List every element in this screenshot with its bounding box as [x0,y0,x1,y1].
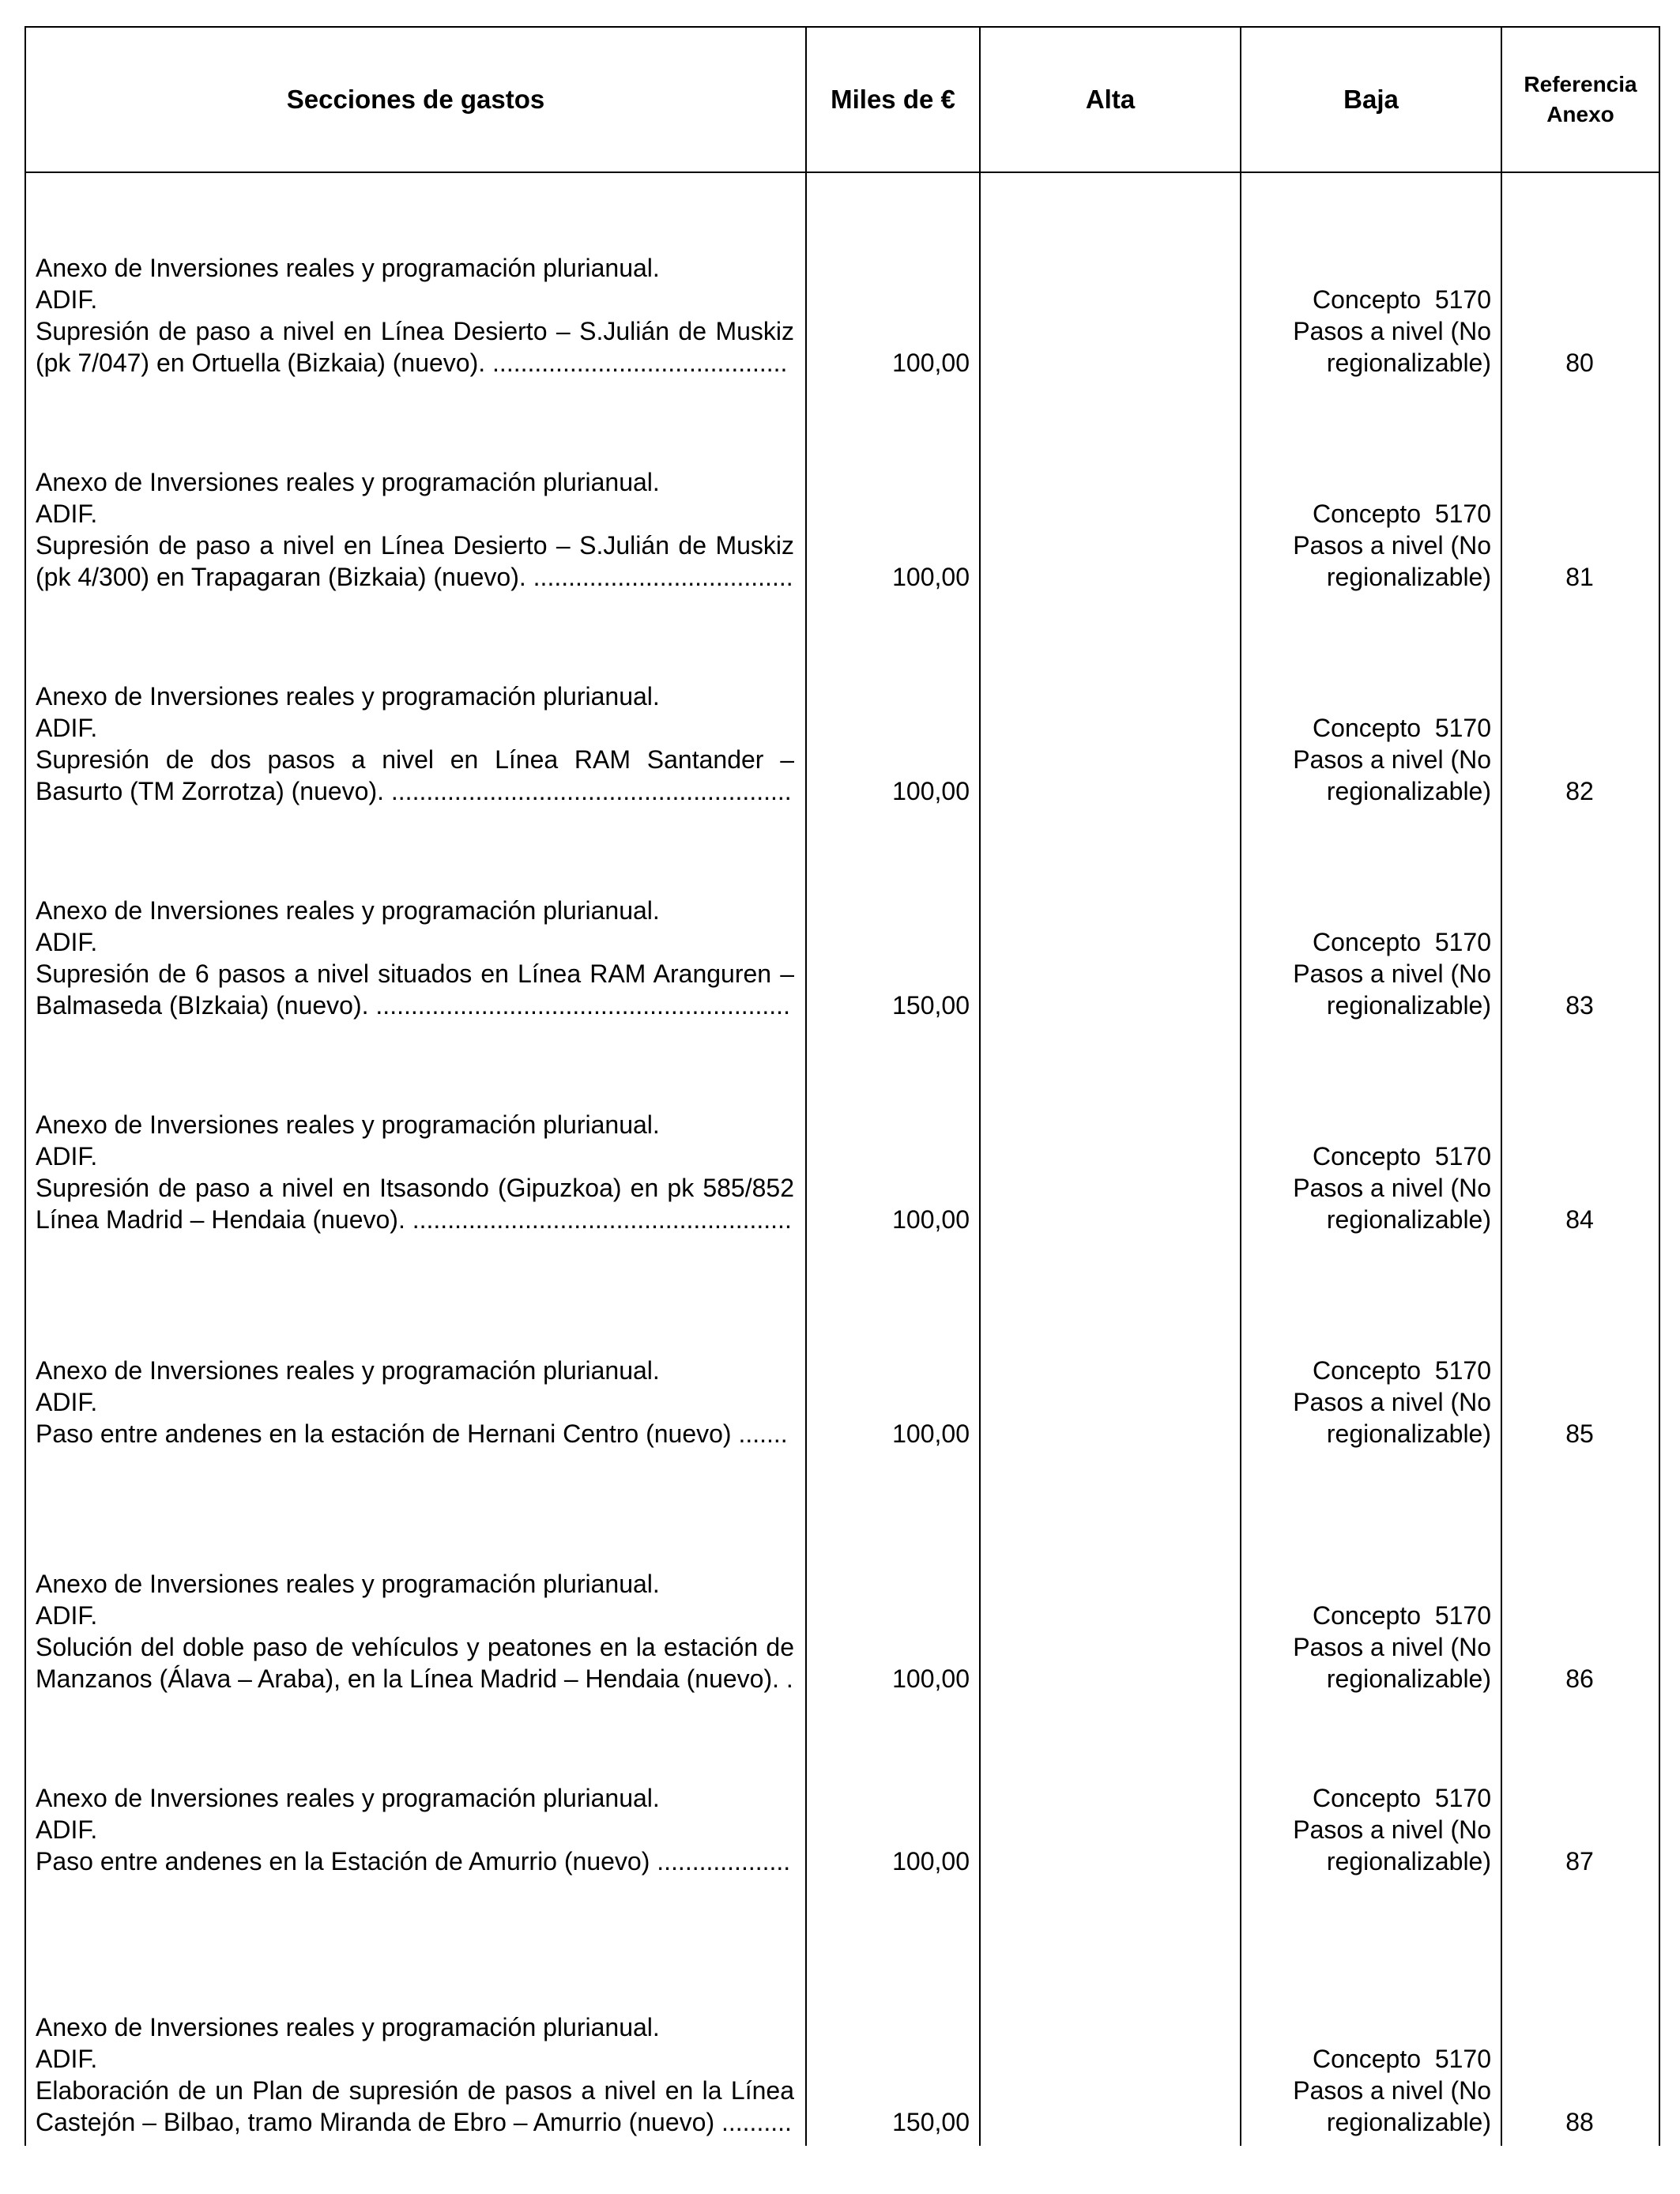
row-baja-concept: Concepto 5170 [1313,499,1491,528]
row-baja-concept: Concepto 5170 [1313,2045,1491,2073]
row-baja-note: regionalizable) [1326,2108,1491,2136]
row-body-text: Supresión de paso a nivel en Línea Desierto – S.Julián de Muskiz (pk 4/300) en Trapagaran (Bizkaia) (nuevo). [36,531,794,591]
row-baja-note: regionalizable) [1326,777,1491,805]
row-entity-line: ADIF. [36,1388,98,1416]
header-referencia [1501,27,1659,172]
row-amount: 100,00 [806,1457,980,1702]
row-body [36,530,794,593]
row-body-text: Supresión de paso a nivel en Itsasondo (Gipuzkoa) en pk 585/852 Línea Madrid – Hendaia (nuevo). [36,1174,794,1234]
row-description [25,172,806,386]
row-alta [980,1243,1241,1457]
table-row [25,601,1659,815]
row-baja-label: Pasos a nivel (No [1293,317,1491,345]
row-alta [980,1702,1241,1885]
row-description [25,1702,806,1885]
row-section-line: Anexo de Inversiones reales y programación plurianual. [36,682,660,711]
row-baja-concept: Concepto 5170 [1313,928,1491,956]
row-baja-note: regionalizable) [1326,991,1491,1020]
row-alta [980,386,1241,601]
row-body-text: Supresión de 6 pasos a nivel situados en Línea RAM Aranguren – Balmaseda (BIzkaia) (nuevo). [36,959,794,1020]
row-section-line: Anexo de Inversiones reales y programación plurianual. [36,1784,660,1812]
row-body-text: Paso entre andenes en la Estación de Amurrio (nuevo) [36,1847,650,1875]
header-row [25,27,1659,172]
row-entity-line: ADIF. [36,285,98,314]
dot-leader: .......................................... [485,349,788,377]
row-reference: 84 [1501,1029,1659,1243]
row-body-text: Supresión de paso a nivel en Línea Desierto – S.Julián de Muskiz (pk 7/047) en Ortuella (Bizkaia) (nuevo). [36,317,794,377]
row-section-line: Anexo de Inversiones reales y programación plurianual. [36,1356,660,1385]
header-referencia-line1: Referencia [1524,72,1637,96]
row-body [36,744,794,807]
row-baja-note: regionalizable) [1326,1664,1491,1693]
row-description [25,1243,806,1457]
row-baja-label: Pasos a nivel (No [1293,1633,1491,1661]
row-baja-label: Pasos a nivel (No [1293,2076,1491,2105]
dot-leader: . [779,1664,793,1693]
row-reference: 80 [1501,172,1659,386]
row-amount: 150,00 [806,815,980,1029]
row-body [36,1172,794,1235]
row-baja [1241,815,1501,1029]
row-entity-line: ADIF. [36,1601,98,1630]
row-baja-label: Pasos a nivel (No [1293,959,1491,988]
row-baja-concept: Concepto 5170 [1313,1356,1491,1385]
table-row [25,1702,1659,1885]
header-baja: Baja [1241,27,1501,172]
header-referencia-line2: Anexo [1546,102,1614,126]
table-row [25,1029,1659,1243]
row-baja [1241,1702,1501,1885]
row-baja [1241,1243,1501,1457]
row-amount: 100,00 [806,172,980,386]
row-section-line: Anexo de Inversiones reales y programación plurianual. [36,1110,660,1139]
row-baja-concept: Concepto 5170 [1313,1784,1491,1812]
row-body [36,315,794,379]
row-body [36,2075,794,2138]
row-entity-line: ADIF. [36,2045,98,2073]
row-body-text: Supresión de dos pasos a nivel en Línea RAM Santander – Basurto (TM Zorrotza) (nuevo). [36,745,794,805]
row-section-line: Anexo de Inversiones reales y programación plurianual. [36,2013,660,2041]
row-alta [980,1457,1241,1702]
row-description [25,386,806,601]
table-row [25,1885,1659,2146]
row-amount: 100,00 [806,601,980,815]
row-baja-note: regionalizable) [1326,349,1491,377]
row-body-text: Elaboración de un Plan de supresión de pasos a nivel en la Línea Castejón – Bilbao, tramo Miranda de Ebro – Amurrio (nuevo) [36,2076,794,2136]
row-baja [1241,601,1501,815]
row-amount: 100,00 [806,1029,980,1243]
row-baja-label: Pasos a nivel (No [1293,531,1491,560]
row-amount: 150,00 [806,1885,980,2146]
row-reference: 87 [1501,1702,1659,1885]
row-alta [980,1885,1241,2146]
expense-table [24,26,1660,2146]
row-baja-label: Pasos a nivel (No [1293,1815,1491,1844]
row-amount: 100,00 [806,386,980,601]
table-row [25,815,1659,1029]
row-alta [980,601,1241,815]
dot-leader: ........................................................... [368,991,790,1020]
row-baja [1241,386,1501,601]
row-reference: 85 [1501,1243,1659,1457]
row-baja-concept: Concepto 5170 [1313,1601,1491,1630]
row-amount: 100,00 [806,1702,980,1885]
row-baja [1241,1885,1501,2146]
row-baja-note: regionalizable) [1326,1847,1491,1875]
dot-leader: ....... [731,1419,788,1448]
row-alta [980,1029,1241,1243]
dot-leader: ......................................................... [384,777,792,805]
row-baja-concept: Concepto 5170 [1313,714,1491,742]
row-reference: 83 [1501,815,1659,1029]
row-baja-note: regionalizable) [1326,1205,1491,1234]
row-baja [1241,1029,1501,1243]
dot-leader: ...................................................... [405,1205,792,1234]
dot-leader: ................... [650,1847,791,1875]
row-reference: 88 [1501,1885,1659,2146]
row-entity-line: ADIF. [36,1142,98,1171]
header-miles: Miles de € [806,27,980,172]
row-description [25,815,806,1029]
row-body [36,1418,794,1449]
table-row [25,172,1659,386]
row-baja [1241,1457,1501,1702]
row-baja-label: Pasos a nivel (No [1293,1388,1491,1416]
row-entity-line: ADIF. [36,928,98,956]
row-entity-line: ADIF. [36,499,98,528]
table-row [25,386,1659,601]
row-section-line: Anexo de Inversiones reales y programación plurianual. [36,1570,660,1598]
row-alta [980,815,1241,1029]
row-section-line: Anexo de Inversiones reales y programación plurianual. [36,254,660,282]
row-description [25,601,806,815]
row-reference: 82 [1501,601,1659,815]
row-baja-note: regionalizable) [1326,563,1491,591]
row-body-text: Solución del doble paso de vehículos y peatones en la estación de Manzanos (Álava – Araba), en la Línea Madrid – Hendaia (nuevo). [36,1633,794,1693]
row-section-line: Anexo de Inversiones reales y programación plurianual. [36,468,660,496]
row-body [36,1631,794,1695]
row-reference: 81 [1501,386,1659,601]
row-body [36,958,794,1021]
row-entity-line: ADIF. [36,714,98,742]
row-section-line: Anexo de Inversiones reales y programación plurianual. [36,896,660,925]
row-entity-line: ADIF. [36,1815,98,1844]
row-description [25,1885,806,2146]
row-description [25,1457,806,1702]
row-alta [980,172,1241,386]
row-baja-concept: Concepto 5170 [1313,285,1491,314]
table-row [25,1457,1659,1702]
dot-leader: .......... [714,2108,792,2136]
row-baja [1241,172,1501,386]
header-alta: Alta [980,27,1241,172]
row-description [25,1029,806,1243]
row-baja-label: Pasos a nivel (No [1293,1174,1491,1202]
row-body-text: Paso entre andenes en la estación de Hernani Centro (nuevo) [36,1419,732,1448]
row-baja-label: Pasos a nivel (No [1293,745,1491,774]
table-row [25,1243,1659,1457]
row-baja-concept: Concepto 5170 [1313,1142,1491,1171]
row-body [36,1845,794,1877]
row-baja-note: regionalizable) [1326,1419,1491,1448]
dot-leader: ..................................... [525,563,793,591]
row-reference: 86 [1501,1457,1659,1702]
row-amount: 100,00 [806,1243,980,1457]
header-secciones: Secciones de gastos [25,27,806,172]
